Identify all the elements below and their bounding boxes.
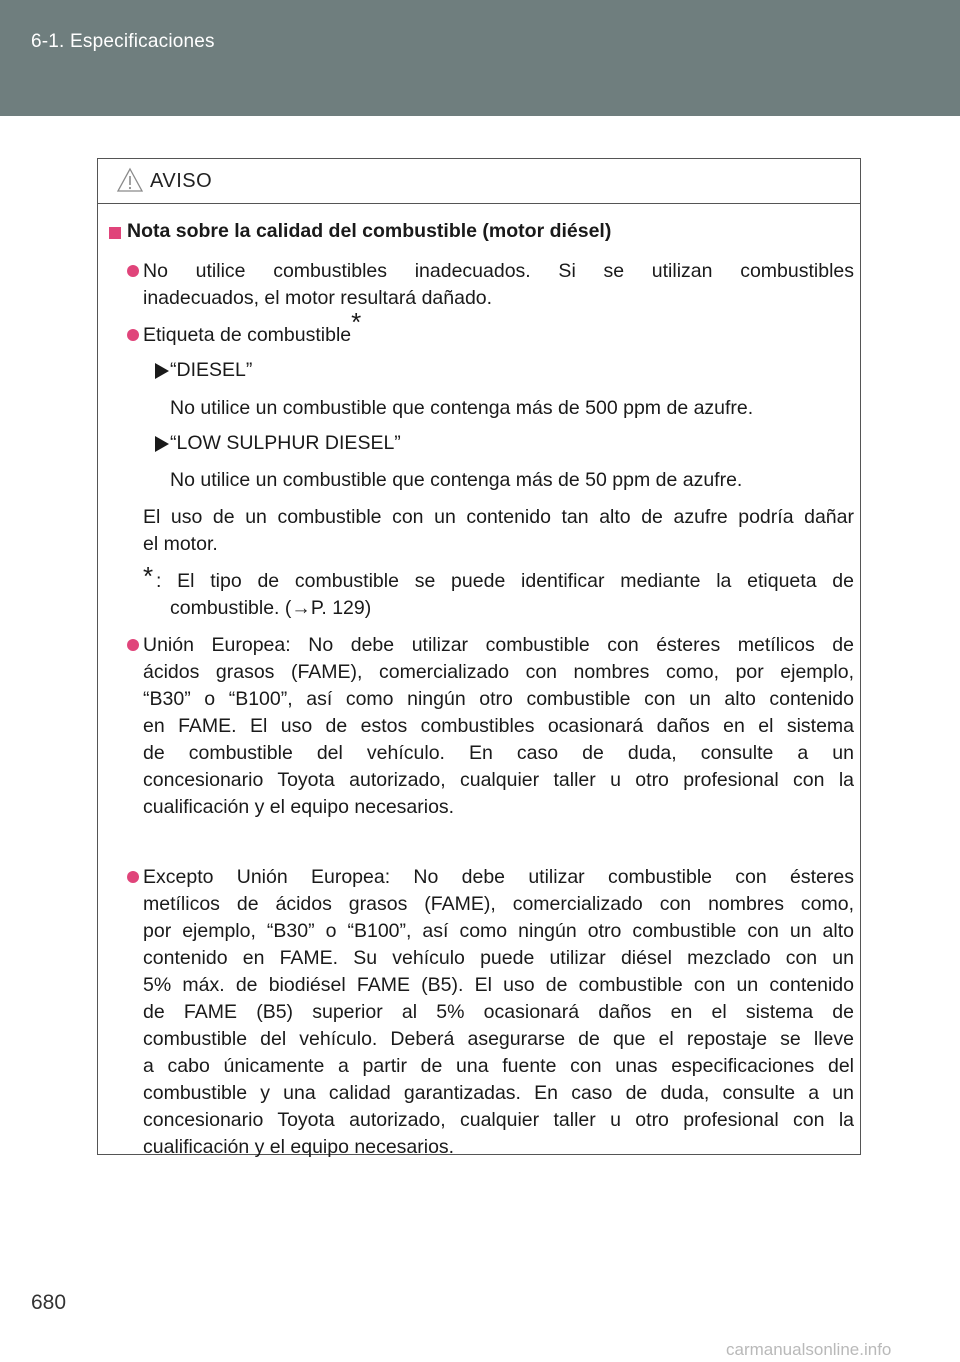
paragraph-line: Excepto Unión Europea: No debe utilizar combustible con ésteres [143, 866, 854, 888]
bullet-icon [127, 265, 139, 277]
fuel-item2-text: No utilice un combustible que contenga más de 50 ppm de azufre. [170, 469, 743, 491]
fuel-label-text: Etiqueta de combustible [143, 324, 352, 346]
paragraph-line: ácidos grasos (FAME), comercializado con nombres como, por ejemplo, [143, 661, 854, 683]
arrow-right-icon [155, 363, 169, 379]
warning-triangle-icon [116, 167, 144, 193]
note-line2: combustible. (→P. 129) [170, 597, 372, 619]
paragraph-line: concesionario Toyota autorizado, cualquier taller u otro profesional con la [143, 1109, 854, 1131]
bullet-icon [127, 329, 139, 341]
bullet2-text [143, 307, 362, 349]
warning-title: AVISO [150, 170, 213, 192]
note-line1: : El tipo de combustible se puede identificar mediante la etiqueta de [156, 570, 854, 592]
bullet1-line1: No utilice combustibles inadecuados. Si se utilizan combustibles [143, 260, 854, 282]
bullet-icon [127, 639, 139, 651]
note-asterisk: * [143, 561, 154, 591]
paragraph-line: a cabo únicamente a partir de una fuente con unas especificaciones del [143, 1055, 854, 1077]
paragraph-line: “B30” o “B100”, así como ningún otro combustible con un alto contenido [143, 688, 854, 710]
asterisk-mark: * [351, 307, 362, 337]
paragraph-line: por ejemplo, “B30” o “B100”, así como ningún otro combustible con un alto [143, 920, 854, 942]
page-number: 680 [31, 1291, 67, 1314]
paragraph-line: concesionario Toyota autorizado, cualquier taller u otro profesional con la [143, 769, 854, 791]
paragraph-line1: El uso de un combustible con un contenido tan alto de azufre podría dañar [143, 506, 854, 528]
watermark: carmanualsonline.info [726, 1340, 892, 1359]
section-square-icon [109, 227, 121, 239]
paragraph-line: de FAME (B5) superior al 5% ocasionará daños en el sistema de [143, 1001, 854, 1023]
fuel-item1-label: “DIESEL” [170, 359, 253, 381]
paragraph-line2: el motor. [143, 533, 218, 555]
paragraph-line: combustible del vehículo. Deberá asegurarse de que el repostaje se lleve [143, 1028, 854, 1050]
section-heading: Nota sobre la calidad del combustible (motor diésel) [127, 220, 612, 242]
paragraph-line: cualificación y el equipo necesarios. [143, 796, 455, 818]
bullet1-line2: inadecuados, el motor resultará dañado. [143, 287, 493, 309]
fuel-item1-text: No utilice un combustible que contenga más de 500 ppm de azufre. [170, 397, 754, 419]
page-header [0, 0, 960, 116]
paragraph-line: Unión Europea: No debe utilizar combustible con ésteres metílicos de [143, 634, 854, 656]
paragraph-line: 5% máx. de biodiésel FAME (B5). El uso de combustible con un contenido [143, 974, 854, 996]
section-title: 6-1. Especificaciones [31, 31, 215, 52]
fuel-item2-label: “LOW SULPHUR DIESEL” [170, 432, 401, 454]
arrow-right-icon [155, 436, 169, 452]
paragraph-line: de combustible del vehículo. En caso de duda, consulte a un [143, 742, 854, 764]
paragraph-line: combustible y una calidad garantizadas. En caso de duda, consulte a un [143, 1082, 854, 1104]
warning-box [97, 158, 861, 1158]
paragraph-line: en FAME. El uso de estos combustibles ocasionará daños en el sistema [143, 715, 854, 737]
paragraph-line: contenido en FAME. Su vehículo puede utilizar diésel mezclado con un [143, 947, 854, 969]
paragraph-line: metílicos de ácidos grasos (FAME), comercializado con nombres como, [143, 893, 854, 915]
warning-header [98, 159, 860, 204]
bullet-icon [127, 871, 139, 883]
paragraph-line: cualificación y el equipo necesarios. [143, 1136, 455, 1158]
